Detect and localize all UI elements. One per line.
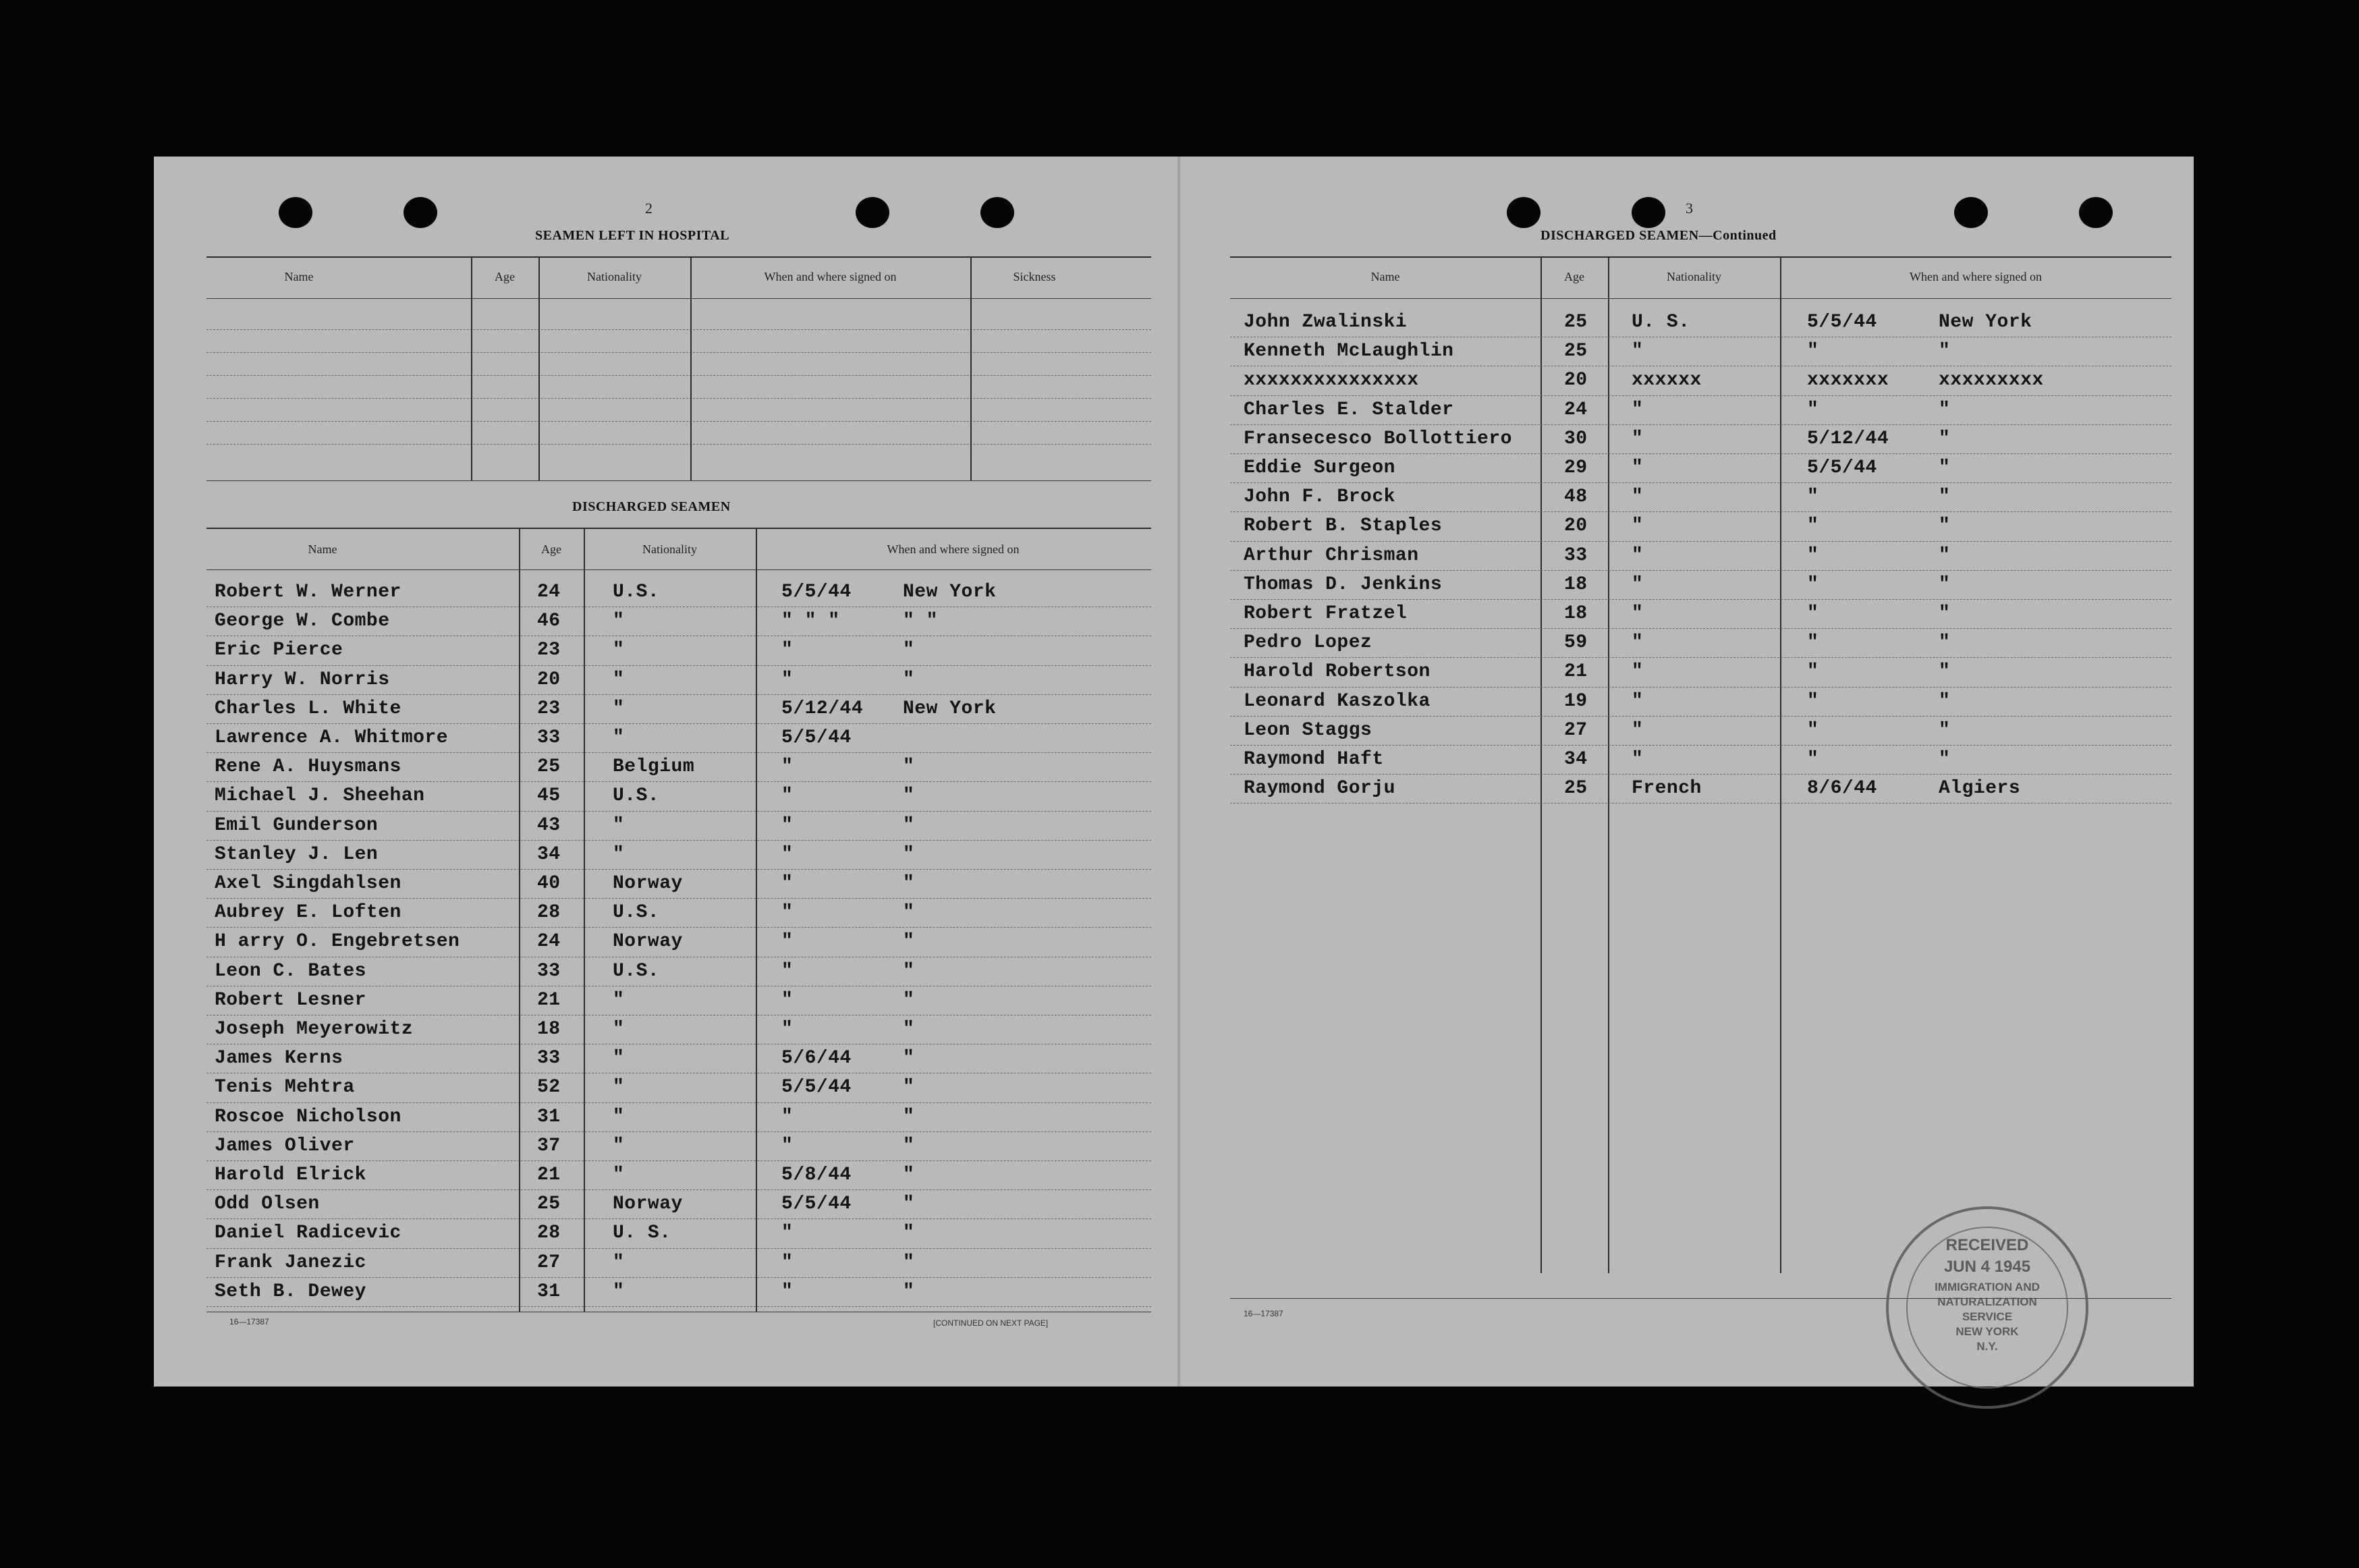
seaman-age: 25 bbox=[537, 756, 561, 778]
seaman-name: Rene A. Huysmans bbox=[215, 756, 401, 778]
seaman-signed-on-place: " bbox=[1939, 341, 1951, 362]
seaman-age: 28 bbox=[537, 1223, 561, 1244]
continued-col-age: Age bbox=[1564, 270, 1584, 283]
seaman-signed-on-place: " bbox=[1939, 486, 1951, 508]
seaman-signed-on-date: " bbox=[1807, 632, 1819, 654]
discharged-col-signed-on: When and where signed on bbox=[887, 542, 1020, 556]
seaman-signed-on-date: " bbox=[781, 1281, 794, 1302]
seaman-signed-on-date: " bbox=[781, 640, 794, 661]
seaman-signed-on-date: 5/8/44 bbox=[781, 1165, 852, 1185]
seaman-age: 18 bbox=[537, 1019, 561, 1040]
punch-hole bbox=[1507, 197, 1541, 228]
continued-note: [CONTINUED ON NEXT PAGE] bbox=[933, 1318, 1049, 1328]
punch-hole bbox=[856, 197, 889, 228]
seaman-age: 29 bbox=[1564, 457, 1588, 478]
seaman-name: Charles L. White bbox=[215, 698, 401, 719]
seaman-name: Arthur Chrisman bbox=[1244, 544, 1419, 566]
seaman-nationality: " bbox=[1632, 719, 1644, 741]
seaman-signed-on-place: " bbox=[903, 785, 915, 807]
seaman-nationality: U.S. bbox=[613, 582, 660, 603]
seaman-signed-on-date: " bbox=[781, 756, 794, 778]
discharged-col-name: Name bbox=[308, 542, 337, 556]
hospital-header-rule bbox=[206, 298, 1151, 299]
seaman-age: 24 bbox=[537, 931, 561, 953]
seaman-signed-on-date: " bbox=[1807, 690, 1819, 712]
seaman-name: Tenis Mehtra bbox=[215, 1077, 355, 1098]
seaman-signed-on-place: " bbox=[903, 843, 915, 865]
seaman-signed-on-date: 5/5/44 bbox=[781, 1194, 852, 1215]
right-page bbox=[1183, 157, 2194, 1387]
seaman-name: Thomas D. Jenkins bbox=[1244, 573, 1443, 595]
seaman-signed-on-place: " bbox=[1939, 428, 1951, 449]
discharged-col-nationality: Nationality bbox=[642, 542, 697, 556]
seaman-signed-on-place: " bbox=[903, 640, 915, 661]
seaman-nationality: " bbox=[613, 669, 625, 690]
seaman-signed-on-date: xxxxxxx bbox=[1807, 370, 1889, 391]
page-fold bbox=[1177, 157, 1180, 1387]
seaman-signed-on-date: " bbox=[1807, 749, 1819, 770]
seaman-name: Leon Staggs bbox=[1244, 719, 1372, 741]
discharged-section-title: DISCHARGED SEAMEN bbox=[572, 499, 731, 514]
seaman-age: 48 bbox=[1564, 486, 1588, 508]
seaman-name: Robert Lesner bbox=[215, 989, 366, 1011]
seaman-signed-on-date: " bbox=[781, 785, 794, 807]
seaman-signed-on-date: 5/5/44 bbox=[781, 727, 852, 748]
seaman-signed-on-date: 5/12/44 bbox=[781, 698, 864, 719]
seaman-signed-on-date: " bbox=[1807, 486, 1819, 508]
seaman-signed-on-date: " bbox=[781, 902, 794, 924]
seaman-signed-on-place: New York bbox=[1939, 312, 2032, 333]
seaman-nationality: U.S. bbox=[613, 902, 660, 924]
seaman-signed-on-place: " bbox=[903, 1252, 915, 1273]
seaman-name: Raymond Gorju bbox=[1244, 778, 1395, 800]
seaman-age: 52 bbox=[537, 1077, 561, 1098]
seaman-nationality: " bbox=[613, 1048, 625, 1069]
punch-hole bbox=[279, 197, 312, 228]
hospital-col-nationality: Nationality bbox=[587, 270, 642, 283]
seaman-age: 18 bbox=[1564, 603, 1588, 624]
seaman-nationality: " bbox=[1632, 544, 1644, 566]
seaman-age: 33 bbox=[1564, 544, 1588, 566]
seaman-signed-on-place: " bbox=[903, 814, 915, 836]
continued-col-signed-on: When and where signed on bbox=[1910, 270, 2042, 283]
seaman-name: Eric Pierce bbox=[215, 640, 343, 661]
seaman-nationality: " bbox=[613, 727, 625, 748]
seaman-age: 30 bbox=[1564, 428, 1588, 449]
hospital-col-signed-on: When and where signed on bbox=[764, 270, 897, 283]
seaman-signed-on-place: " bbox=[903, 756, 915, 778]
hospital-col-sickness: Sickness bbox=[1013, 270, 1056, 283]
seaman-nationality: Norway bbox=[613, 931, 683, 953]
seaman-signed-on-place: " bbox=[903, 1048, 915, 1069]
seaman-age: 20 bbox=[537, 669, 561, 690]
seaman-signed-on-place: " bbox=[1939, 399, 1951, 420]
received-stamp: RECEIVED JUN 4 1945 IMMIGRATION AND NATURALIZATION SERVICE NEW YORK N.Y. bbox=[1886, 1206, 2088, 1409]
continued-col-name: Name bbox=[1370, 270, 1400, 283]
seaman-signed-on-place: " bbox=[1939, 544, 1951, 566]
punch-hole bbox=[1632, 197, 1665, 228]
seaman-name: Joseph Meyerowitz bbox=[215, 1019, 414, 1040]
seaman-nationality: " bbox=[1632, 428, 1644, 449]
seaman-nationality: " bbox=[1632, 690, 1644, 712]
hospital-col-age: Age bbox=[495, 270, 515, 283]
seaman-nationality: " bbox=[1632, 515, 1644, 537]
seaman-signed-on-date: 5/5/44 bbox=[1807, 457, 1877, 478]
discharged-table-top-rule bbox=[206, 528, 1151, 529]
seaman-age: 20 bbox=[1564, 370, 1588, 391]
seaman-age: 46 bbox=[537, 611, 561, 632]
seaman-age: 45 bbox=[537, 785, 561, 807]
seaman-signed-on-place: " bbox=[1939, 661, 1951, 683]
seaman-signed-on-date: 5/6/44 bbox=[781, 1048, 852, 1069]
seaman-name: Pedro Lopez bbox=[1244, 632, 1372, 654]
seaman-signed-on-date: 5/5/44 bbox=[781, 582, 852, 603]
seaman-name: Michael J. Sheehan bbox=[215, 785, 425, 807]
seaman-nationality: Belgium bbox=[613, 756, 695, 778]
seaman-nationality: Norway bbox=[613, 1194, 683, 1215]
seaman-signed-on-date: " bbox=[781, 873, 794, 894]
seaman-age: 31 bbox=[537, 1106, 561, 1127]
seaman-name: xxxxxxxxxxxxxxx bbox=[1244, 370, 1419, 391]
punch-hole bbox=[980, 197, 1014, 228]
seaman-age: 25 bbox=[1564, 312, 1588, 333]
seaman-nationality: " bbox=[1632, 486, 1644, 508]
seaman-name: Harry W. Norris bbox=[215, 669, 390, 690]
seaman-nationality: " bbox=[1632, 603, 1644, 624]
seaman-age: 33 bbox=[537, 960, 561, 982]
seaman-name: H arry O. Engebretsen bbox=[215, 931, 460, 953]
seaman-signed-on-place: " bbox=[903, 1106, 915, 1127]
seaman-signed-on-place: " bbox=[903, 1019, 915, 1040]
seaman-age: 19 bbox=[1564, 690, 1588, 712]
seaman-age: 33 bbox=[537, 1048, 561, 1069]
seaman-signed-on-date: " bbox=[1807, 661, 1819, 683]
seaman-signed-on-place: New York bbox=[903, 698, 997, 719]
seaman-name: Charles E. Stalder bbox=[1244, 399, 1454, 420]
seaman-signed-on-place: " bbox=[903, 1077, 915, 1098]
seaman-nationality: " bbox=[613, 1135, 625, 1156]
seaman-signed-on-place: " bbox=[1939, 457, 1951, 478]
seaman-nationality: " bbox=[1632, 573, 1644, 595]
seaman-age: 21 bbox=[537, 989, 561, 1011]
seaman-signed-on-place: " bbox=[903, 989, 915, 1011]
seaman-age: 23 bbox=[537, 640, 561, 661]
seaman-nationality: " bbox=[613, 1281, 625, 1302]
seaman-nationality: U.S. bbox=[613, 785, 660, 807]
seaman-signed-on-date: " bbox=[781, 1252, 794, 1273]
seaman-name: Daniel Radicevic bbox=[215, 1223, 401, 1244]
seaman-name: Seth B. Dewey bbox=[215, 1281, 366, 1302]
seaman-nationality: " bbox=[1632, 749, 1644, 770]
seaman-age: 43 bbox=[537, 814, 561, 836]
seaman-signed-on-date: 5/5/44 bbox=[1807, 312, 1877, 333]
seaman-name: James Kerns bbox=[215, 1048, 343, 1069]
seaman-name: Harold Robertson bbox=[1244, 661, 1431, 683]
seaman-signed-on-place: " bbox=[903, 1223, 915, 1244]
punch-hole bbox=[2079, 197, 2113, 228]
seaman-nationality: " bbox=[613, 1252, 625, 1273]
seaman-nationality: " bbox=[613, 1019, 625, 1040]
seaman-age: 27 bbox=[1564, 719, 1588, 741]
seaman-signed-on-date: " bbox=[781, 931, 794, 953]
seaman-name: Stanley J. Len bbox=[215, 843, 379, 865]
seaman-signed-on-date: " bbox=[1807, 573, 1819, 595]
seaman-age: 18 bbox=[1564, 573, 1588, 595]
seaman-signed-on-date: " " " bbox=[781, 611, 840, 632]
seaman-signed-on-place: " bbox=[903, 902, 915, 924]
continued-col-nationality: Nationality bbox=[1667, 270, 1721, 283]
left-page bbox=[154, 157, 1176, 1387]
seaman-signed-on-date: " bbox=[1807, 603, 1819, 624]
seaman-nationality: " bbox=[613, 814, 625, 836]
seaman-nationality: " bbox=[613, 640, 625, 661]
seaman-name: Axel Singdahlsen bbox=[215, 873, 401, 894]
seaman-nationality: U. S. bbox=[1632, 312, 1690, 333]
seaman-name: Odd Olsen bbox=[215, 1194, 320, 1215]
punch-hole bbox=[1954, 197, 1988, 228]
seaman-nationality: " bbox=[613, 1106, 625, 1127]
seaman-signed-on-date: 5/12/44 bbox=[1807, 428, 1889, 449]
seaman-age: 25 bbox=[537, 1194, 561, 1215]
seaman-signed-on-place: " bbox=[903, 1281, 915, 1302]
seaman-signed-on-date: " bbox=[781, 1106, 794, 1127]
seaman-name: Harold Elrick bbox=[215, 1165, 366, 1185]
manifest-sheet bbox=[154, 157, 2194, 1387]
seaman-nationality: " bbox=[1632, 632, 1644, 654]
seaman-signed-on-place: " bbox=[1939, 632, 1951, 654]
seaman-age: 25 bbox=[1564, 341, 1588, 362]
hospital-col-name: Name bbox=[284, 270, 314, 283]
seaman-name: Robert W. Werner bbox=[215, 582, 401, 603]
seaman-age: 59 bbox=[1564, 632, 1588, 654]
seaman-signed-on-date: " bbox=[1807, 399, 1819, 420]
seaman-signed-on-date: " bbox=[781, 960, 794, 982]
seaman-age: 20 bbox=[1564, 515, 1588, 537]
seaman-age: 23 bbox=[537, 698, 561, 719]
seaman-age: 27 bbox=[537, 1252, 561, 1273]
seaman-name: Leon C. Bates bbox=[215, 960, 366, 982]
seaman-name: Aubrey E. Loften bbox=[215, 902, 401, 924]
seaman-name: Raymond Haft bbox=[1244, 749, 1384, 770]
discharged-col-age: Age bbox=[541, 542, 561, 556]
seaman-signed-on-date: " bbox=[1807, 515, 1819, 537]
seaman-signed-on-place: " bbox=[903, 1135, 915, 1156]
seaman-name: James Oliver bbox=[215, 1135, 355, 1156]
seaman-nationality: " bbox=[613, 1165, 625, 1185]
seaman-signed-on-date: " bbox=[781, 989, 794, 1011]
seaman-signed-on-date: " bbox=[1807, 341, 1819, 362]
seaman-nationality: U. S. bbox=[613, 1223, 671, 1244]
seaman-name: Robert B. Staples bbox=[1244, 515, 1443, 537]
seaman-age: 34 bbox=[537, 843, 561, 865]
seaman-signed-on-date: " bbox=[781, 843, 794, 865]
seaman-age: 31 bbox=[537, 1281, 561, 1302]
seaman-signed-on-place: Algiers bbox=[1939, 778, 2021, 800]
seaman-signed-on-place: " " bbox=[903, 611, 938, 632]
seaman-age: 25 bbox=[1564, 778, 1588, 800]
discharged-continued-title: DISCHARGED SEAMEN—Continued bbox=[1541, 228, 1777, 243]
seaman-name: Robert Fratzel bbox=[1244, 603, 1408, 624]
seaman-nationality: U.S. bbox=[613, 960, 660, 982]
seaman-name: George W. Combe bbox=[215, 611, 390, 632]
seaman-signed-on-date: 8/6/44 bbox=[1807, 778, 1877, 800]
seaman-signed-on-place: " bbox=[1939, 573, 1951, 595]
seaman-nationality: " bbox=[613, 843, 625, 865]
seaman-signed-on-date: " bbox=[781, 1019, 794, 1040]
seaman-nationality: " bbox=[1632, 661, 1644, 683]
seaman-name: Lawrence A. Whitmore bbox=[215, 727, 449, 748]
seaman-nationality: " bbox=[1632, 341, 1644, 362]
seaman-name: Emil Gunderson bbox=[215, 814, 379, 836]
seaman-signed-on-place: " bbox=[1939, 690, 1951, 712]
seaman-nationality: xxxxxx bbox=[1632, 370, 1702, 391]
seaman-signed-on-place: " bbox=[903, 931, 915, 953]
seaman-signed-on-place: " bbox=[903, 960, 915, 982]
seaman-signed-on-date: " bbox=[1807, 544, 1819, 566]
seaman-name: John Zwalinski bbox=[1244, 312, 1408, 333]
seaman-signed-on-date: " bbox=[781, 669, 794, 690]
form-number: 16—17387 bbox=[229, 1317, 269, 1326]
continued-table-top-rule bbox=[1230, 256, 2171, 258]
seaman-name: Eddie Surgeon bbox=[1244, 457, 1395, 478]
seaman-nationality: " bbox=[1632, 457, 1644, 478]
seaman-age: 28 bbox=[537, 902, 561, 924]
seaman-name: Leonard Kaszolka bbox=[1244, 690, 1431, 712]
seaman-nationality: " bbox=[613, 1077, 625, 1098]
hospital-section-title: SEAMEN LEFT IN HOSPITAL bbox=[535, 228, 730, 243]
seaman-age: 21 bbox=[1564, 661, 1588, 683]
seaman-age: 37 bbox=[537, 1135, 561, 1156]
seaman-nationality: " bbox=[613, 989, 625, 1011]
seaman-age: 34 bbox=[1564, 749, 1588, 770]
seaman-signed-on-place: " bbox=[1939, 515, 1951, 537]
seaman-signed-on-date: " bbox=[781, 1135, 794, 1156]
seaman-signed-on-place: xxxxxxxxx bbox=[1939, 370, 2044, 391]
seaman-signed-on-place: " bbox=[903, 1165, 915, 1185]
seaman-signed-on-place: " bbox=[1939, 749, 1951, 770]
seaman-nationality: " bbox=[1632, 399, 1644, 420]
seaman-signed-on-place: " bbox=[903, 873, 915, 894]
seaman-signed-on-date: 5/5/44 bbox=[781, 1077, 852, 1098]
seaman-nationality: " bbox=[613, 611, 625, 632]
form-number: 16—17387 bbox=[1244, 1309, 1283, 1318]
seaman-name: Fransecesco Bollottiero bbox=[1244, 428, 1512, 449]
seaman-age: 24 bbox=[1564, 399, 1588, 420]
seaman-signed-on-place: " bbox=[1939, 719, 1951, 741]
seaman-signed-on-date: " bbox=[781, 814, 794, 836]
seaman-signed-on-place: " bbox=[1939, 603, 1951, 624]
seaman-signed-on-date: " bbox=[1807, 719, 1819, 741]
seaman-name: John F. Brock bbox=[1244, 486, 1395, 508]
seaman-name: Frank Janezic bbox=[215, 1252, 366, 1273]
seaman-age: 40 bbox=[537, 873, 561, 894]
seaman-signed-on-date: " bbox=[781, 1223, 794, 1244]
hospital-bottom-rule bbox=[206, 480, 1151, 481]
seaman-age: 24 bbox=[537, 582, 561, 603]
seaman-age: 21 bbox=[537, 1165, 561, 1185]
seaman-signed-on-place: New York bbox=[903, 582, 997, 603]
seaman-name: Kenneth McLaughlin bbox=[1244, 341, 1454, 362]
hospital-table-top-rule bbox=[206, 256, 1151, 258]
seaman-nationality: Norway bbox=[613, 873, 683, 894]
page-number: 3 bbox=[1686, 200, 1693, 217]
seaman-signed-on-place: " bbox=[903, 1194, 915, 1215]
page-number: 2 bbox=[645, 200, 653, 217]
seaman-nationality: " bbox=[613, 698, 625, 719]
seaman-age: 33 bbox=[537, 727, 561, 748]
seaman-name: Roscoe Nicholson bbox=[215, 1106, 401, 1127]
punch-hole bbox=[404, 197, 437, 228]
seaman-signed-on-place: " bbox=[903, 669, 915, 690]
seaman-nationality: French bbox=[1632, 778, 1702, 800]
